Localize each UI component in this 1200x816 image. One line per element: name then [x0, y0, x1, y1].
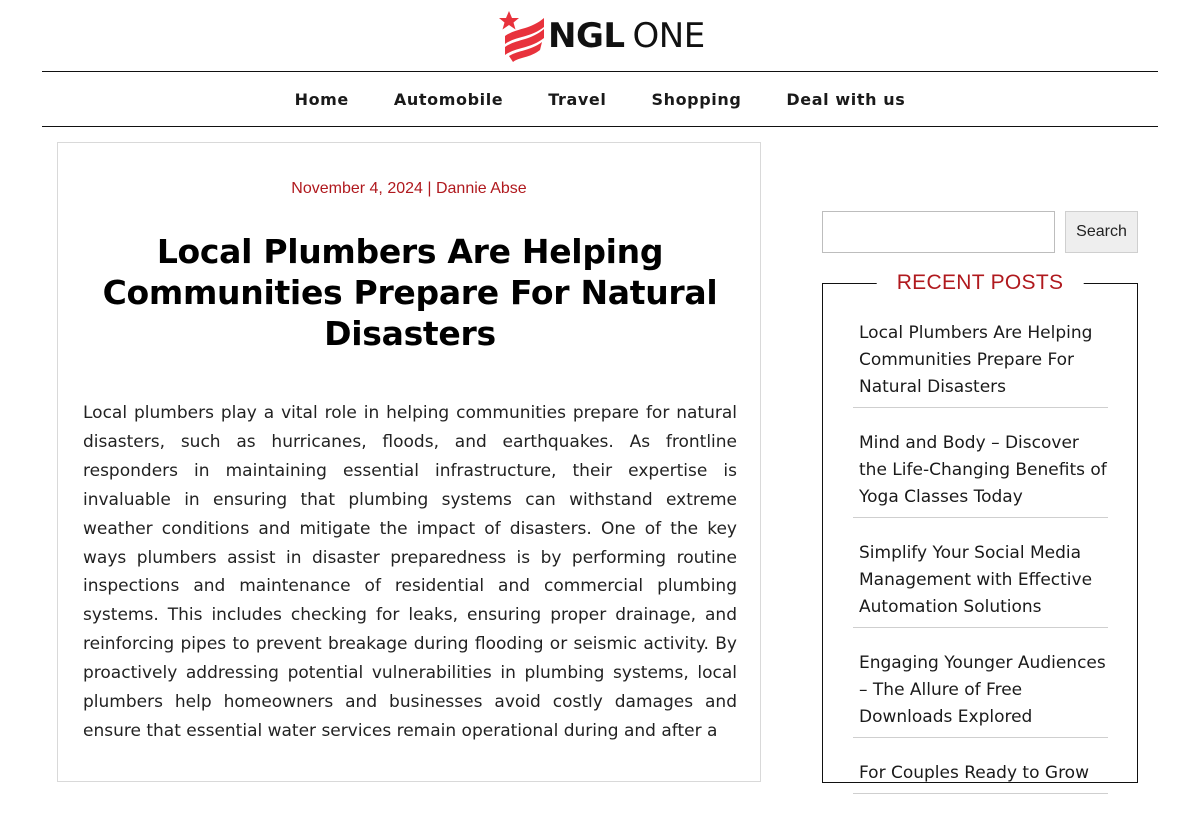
post-meta [58, 180, 760, 198]
recent-posts-list [853, 320, 1108, 816]
list-item [853, 430, 1108, 518]
list-item [853, 320, 1108, 408]
site-logo[interactable] [500, 8, 705, 64]
recent-post-link[interactable]: Engaging Younger Audiences – The Allure of Free Downloads Explored [859, 653, 1106, 727]
post-author[interactable]: Dannie Abse [435, 180, 527, 197]
flag-star-logo-icon [500, 10, 546, 62]
recent-posts-heading: RECENT POSTS [877, 270, 1084, 296]
nav-item-shopping[interactable]: Shopping [651, 89, 742, 109]
recent-post-link[interactable]: Mind and Body – Discover the Life-Changing Benefits of Yoga Classes Today [859, 433, 1107, 507]
recent-posts-widget [822, 271, 1138, 783]
recent-post-link[interactable]: Local Plumbers Are Helping Communities Prepare For Natural Disasters [859, 323, 1093, 397]
search-button[interactable]: Search [1065, 211, 1138, 253]
meta-separator: | [422, 180, 436, 197]
nav-item-home[interactable]: Home [294, 89, 349, 109]
site-name-bold: NGL [548, 16, 625, 56]
recent-post-link[interactable]: Simplify Your Social Media Management with Effective Automation Solutions [859, 543, 1093, 617]
nav-item-automobile[interactable]: Automobile [393, 89, 504, 109]
article-card [57, 142, 761, 782]
nav-item-travel[interactable]: Travel [548, 89, 607, 109]
post-title: Local Plumbers Are Helping Communities Prepare For Natural Disasters [102, 232, 718, 353]
main-nav [42, 71, 1158, 127]
post-date[interactable]: November 4, 2024 [291, 180, 423, 197]
list-item [853, 650, 1108, 738]
list-item [853, 540, 1108, 628]
site-name-light: ONE [632, 16, 705, 56]
recent-post-link[interactable]: For Couples Ready to Grow [859, 763, 1089, 783]
list-item [853, 760, 1108, 794]
nav-item-deal-with-us[interactable]: Deal with us [786, 89, 906, 109]
site-name [548, 16, 705, 56]
search-input[interactable] [822, 211, 1055, 253]
post-body: Local plumbers play a vital role in helping communities prepare for natural disasters, such as hurricanes, floods, and earthquakes. As frontline responders in maintaining essential infrastructure, their expertise is invaluable in ensuring that plumbing systems can withstand extreme weather conditions and mitigate the impact of disasters. One of the key ways plumbers assist in disaster preparedness is by performing routine inspections and maintenance of residential and commercial plumbing systems. This includes checking for leaks, ensuring proper drainage, and reinforcing pipes to prevent breakage during flooding or seismic activity. By proactively addressing potential vulnerabilities in plumbing systems, local plumbers help homeowners and businesses avoid costly damages and ensure that essential water services remain operational during and after a [83, 403, 737, 741]
